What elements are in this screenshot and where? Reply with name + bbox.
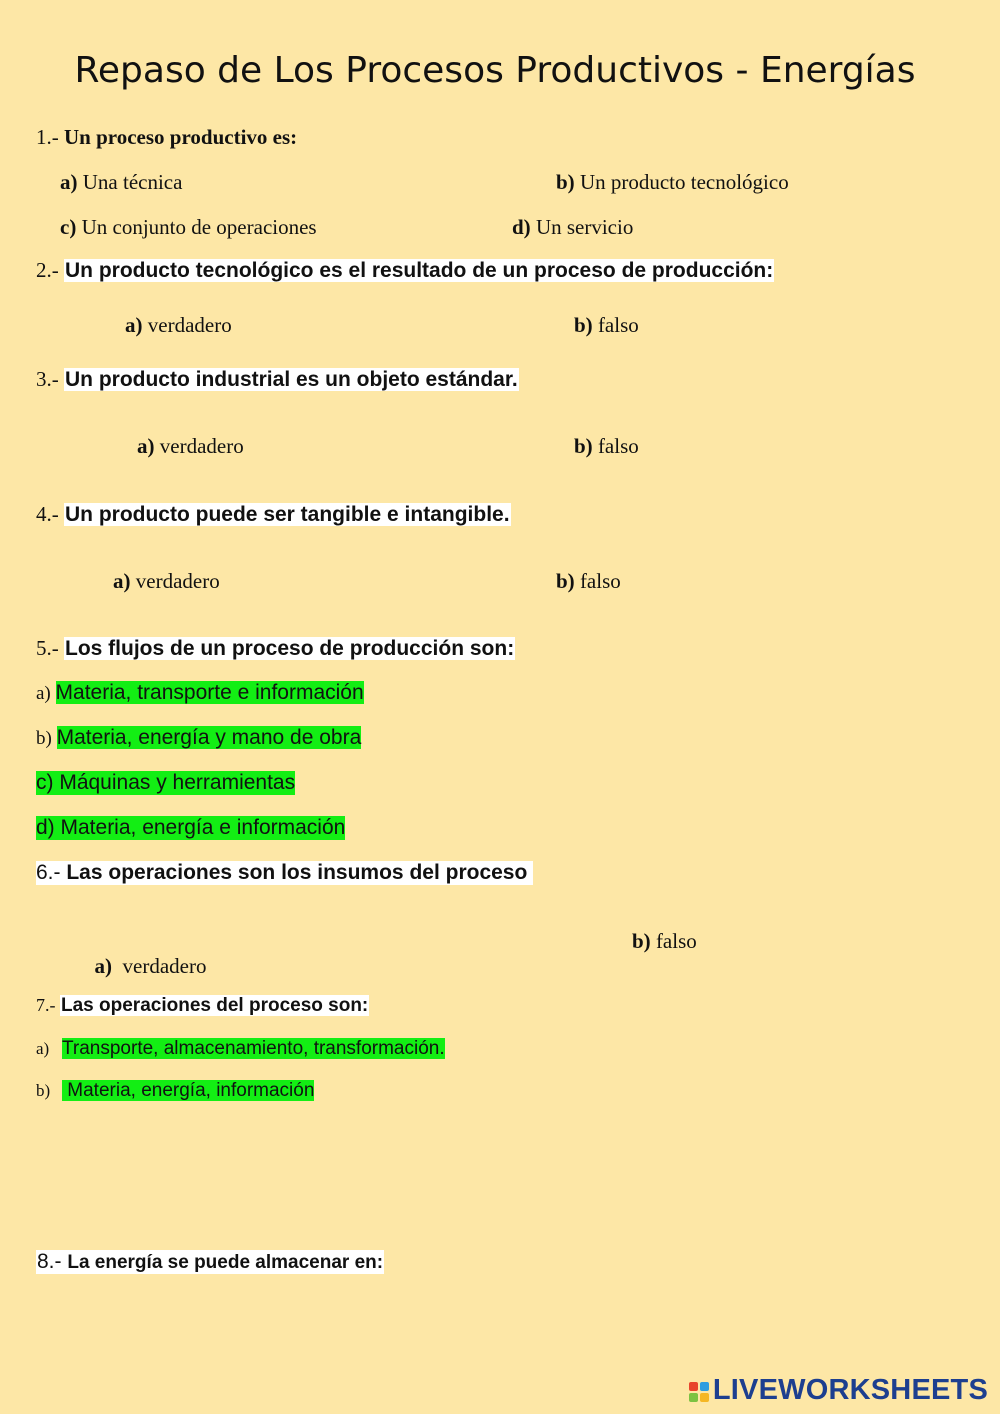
option-label: a) [94,954,112,978]
q6-option-a[interactable] [84,929,206,979]
q5-option-b[interactable] [36,726,361,750]
option-label: a) [137,434,155,458]
option-text: verdadero [154,434,244,458]
option-label: a) [125,313,143,337]
option-text: Materia, transporte e información [55,681,364,704]
question-text: Los flujos de un proceso de producción son: [65,637,515,660]
question-number: 5.- [36,636,64,660]
question-number: 3.- [36,367,64,391]
q3-option-b[interactable] [574,434,639,459]
option-label: c) [60,215,77,239]
question-number: 8.- [37,1250,68,1273]
question-3 [36,367,519,392]
question-text: Un producto industrial es un objeto estándar. [65,368,518,391]
option-text: Un conjunto de operaciones [76,215,317,239]
option-label: b) [574,313,593,337]
question-number: 1.- [36,125,64,149]
option-label: b) [36,728,57,749]
q5-option-d[interactable]: d) Materia, energía e información [36,816,346,839]
option-label: b) [556,569,575,593]
option-label: b) [632,929,651,953]
option-label: a) [36,683,56,704]
q1-option-d[interactable] [512,215,633,240]
question-number: 7.- [36,995,60,1015]
option-text: Un producto tecnológico [574,170,789,194]
question-2 [36,258,774,283]
question-7 [36,995,369,1017]
question-text: La energía se puede almacenar en: [67,1252,384,1273]
question-text: Las operaciones son los insumos del proceso [66,861,528,884]
option-label: b) [574,434,593,458]
option-label: d) [512,215,531,239]
option-label: b) [556,170,575,194]
q4-option-a[interactable] [113,569,220,594]
question-number: 4.- [36,502,64,526]
q7-option-b[interactable] [36,1080,314,1102]
option-text: Materia, energía, información [62,1080,315,1101]
option-text: verdadero [112,954,207,978]
option-text: Un servicio [530,215,634,239]
q1-option-a[interactable] [60,170,182,195]
question-number: 2.- [36,258,64,282]
question-text: Las operaciones del proceso son: [61,995,369,1016]
option-text: Una técnica [77,170,183,194]
option-label: a) [113,569,131,593]
q1-option-b[interactable] [556,170,789,195]
q5-option-a[interactable] [36,681,364,705]
q7-option-a[interactable] [36,1038,445,1060]
brand-name: LIVEWORKSHEETS [712,1374,988,1406]
q4-option-b[interactable] [556,569,621,594]
option-label: a) [60,170,78,194]
q3-option-a[interactable] [137,434,244,459]
option-label: b) [36,1081,51,1100]
option-text: falso [650,929,697,953]
q2-option-a[interactable] [125,313,232,338]
q2-option-b[interactable] [574,313,639,338]
q1-option-c[interactable] [60,215,317,240]
q5-option-c[interactable]: c) Máquinas y herramientas [36,771,296,794]
option-text: falso [574,569,621,593]
liveworksheets-logo-icon [689,1382,709,1402]
option-text: verdadero [130,569,220,593]
question-text: Un producto tecnológico es el resultado de un proceso de producción: [65,259,774,282]
q6-option-b[interactable] [632,929,697,954]
question-6 [36,861,533,885]
option-text: falso [592,434,639,458]
question-8 [36,1250,384,1274]
question-number: 6.- [36,861,67,884]
option-text: falso [592,313,639,337]
option-text: verdadero [142,313,232,337]
question-text: Un proceso productivo es: [64,125,298,149]
question-4 [36,502,511,527]
question-1 [36,125,297,150]
question-5 [36,636,515,661]
option-text: Materia, energía y mano de obra [56,726,362,749]
option-label: a) [36,1039,50,1058]
option-text: Transporte, almacenamiento, transformación. [62,1038,445,1059]
question-text: Un producto puede ser tangible e intangible. [65,503,510,526]
page-title: Repaso de Los Procesos Productivos - Energías [74,50,916,91]
liveworksheets-logo [689,1374,988,1407]
